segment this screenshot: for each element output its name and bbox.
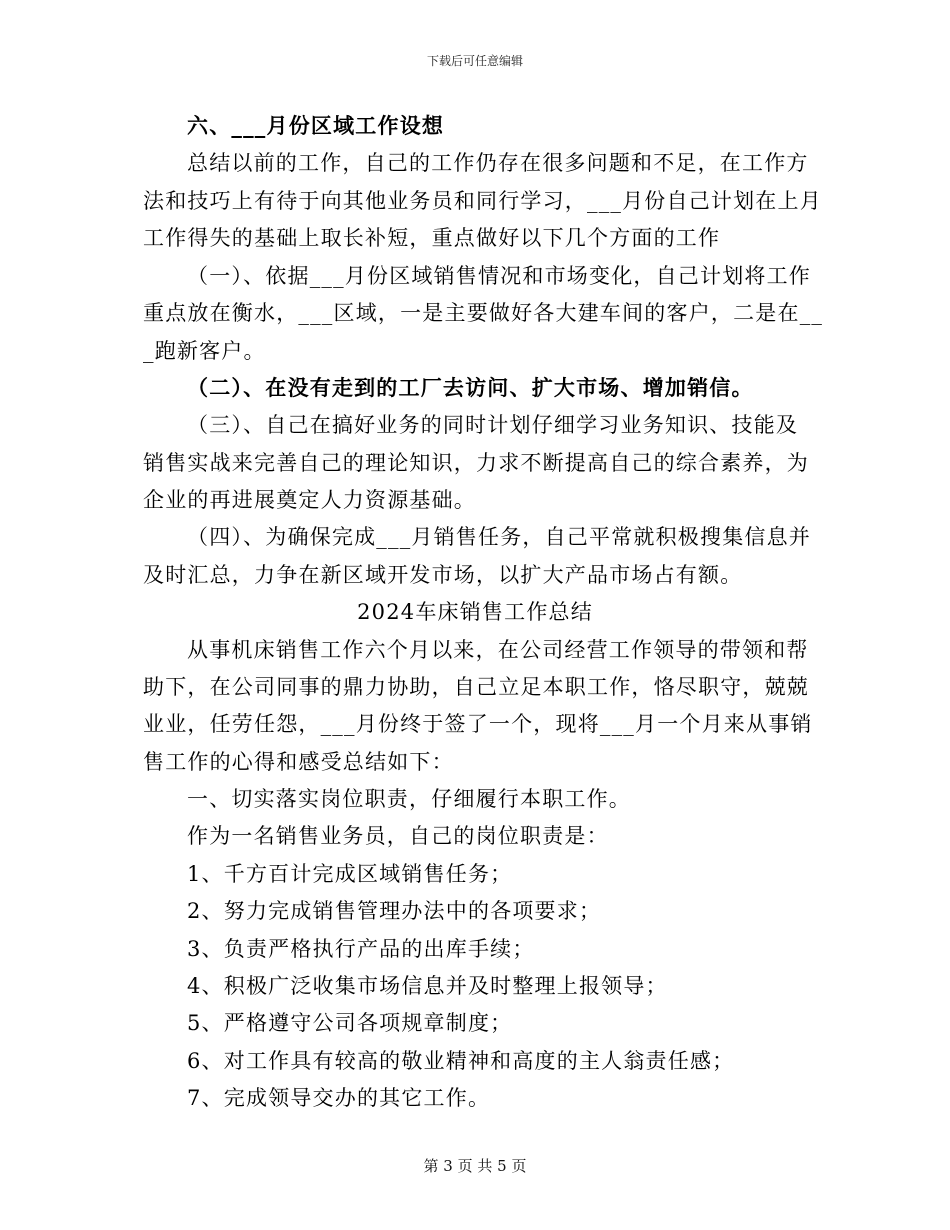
bold-paragraph-line: （二）、在没有走到的工厂去访问、扩大市场、增加销信。: [187, 375, 754, 400]
list-item: 4、积极广泛收集市场信息并及时整理上报领导；: [187, 974, 668, 998]
section-heading: 六、___月份区域工作设想: [187, 113, 445, 138]
paragraph-line: 工作得失的基础上取长补短，重点做好以下几个方面的工作: [143, 226, 721, 250]
document-title: 2024车床销售工作总结: [357, 600, 593, 624]
paragraph-line: （一）、依据___月份区域销售情况和市场变化，自己计划将工作: [187, 264, 811, 288]
paragraph-line: 销售实战来完善自己的理论知识，力求不断提高自己的综合素养，为: [143, 451, 809, 475]
paragraph-line: 总结以前的工作，自己的工作仍存在很多问题和不足，在工作方: [187, 151, 809, 175]
paragraph-line: 重点放在衡水，___区域，一是主要做好各大建车间的客户，二是在__: [143, 301, 824, 325]
list-item: 5、严格遵守公司各项规章制度；: [187, 1011, 513, 1035]
list-item: 3、负责严格执行产品的出库手续；: [187, 937, 535, 961]
paragraph-line: （四）、为确保完成___月销售任务，自己平常就积极搜集信息并: [187, 525, 811, 549]
paragraph-line: _跑新客户。: [143, 339, 266, 363]
paragraph-line: 企业的再进展奠定人力资源基础。: [143, 488, 476, 512]
paragraph-line: 作为一名销售业务员，自己的岗位职责是：: [187, 824, 609, 848]
list-item: 2、努力完成销售管理办法中的各项要求；: [187, 899, 602, 923]
paragraph-line: 助下，在公司同事的鼎力协助，自己立足本职工作，恪尽职守，兢兢: [143, 675, 809, 699]
paragraph-line: 业业，任劳任怨，___月份终于签了一个，现将___月一个月来从事销: [143, 712, 813, 736]
paragraph-line: （三）、自己在搞好业务的同时计划仔细学习业务知识、技能及: [187, 413, 799, 437]
list-item: 6、对工作具有较高的敬业精神和高度的主人翁责任感；: [187, 1049, 735, 1073]
list-item: 7、完成领导交办的其它工作。: [187, 1086, 491, 1110]
paragraph-line: 法和技巧上有待于向其他业务员和同行学习，___月份自己计划在上月: [143, 189, 822, 213]
paragraph-line: 从事机床销售工作六个月以来，在公司经营工作领导的带领和帮: [187, 638, 809, 662]
page-header: 下载后可任意编辑: [426, 54, 523, 68]
subsection-heading: 一、切实落实岗位职责，仔细履行本职工作。: [187, 787, 631, 811]
page-number: 第 3 页 共 5 页: [423, 1157, 527, 1175]
paragraph-line: 及时汇总，力争在新区域开发市场，以扩大产品市场占有额。: [143, 563, 743, 587]
paragraph-line: 售工作的心得和感受总结如下：: [143, 750, 454, 774]
list-item: 1、千方百计完成区域销售任务；: [187, 862, 513, 886]
